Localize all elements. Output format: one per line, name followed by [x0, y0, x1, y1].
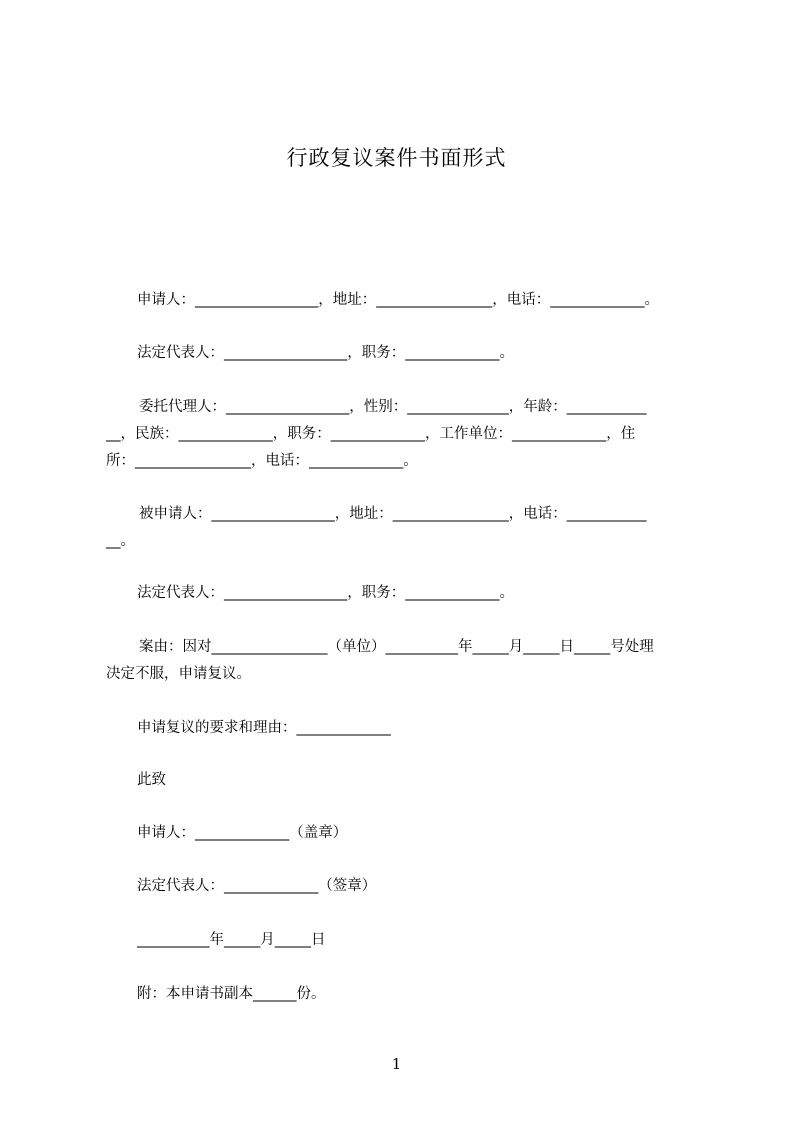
respondent-line-1: 被申请人：_________________，地址：________________，电话：___________ — [139, 506, 647, 522]
cause-line-2: 决定不服，申请复议。 — [106, 666, 251, 682]
agent-line-1: 委托代理人：_________________，性别：______________，年龄：___________ — [139, 399, 647, 415]
agent-line-2: __，民族：_____________，职务：_____________，工作单位：_____________，住 — [106, 426, 636, 442]
respondent-legal-rep-line: 法定代表人：_________________，职务：_____________。 — [137, 585, 514, 601]
cause-line-1: 案由：因对________________（单位）__________年_____月_____日_____号处理 — [139, 639, 654, 655]
applicant-seal-line: 申请人：_____________（盖章） — [137, 825, 348, 841]
attachment-line: 附：本申请书副本______份。 — [137, 986, 326, 1002]
legal-rep-sign-line: 法定代表人：_____________（签章） — [137, 878, 377, 894]
request-reason-line: 申请复议的要求和理由：_____________ — [137, 720, 391, 736]
respondent-line-2: __。 — [106, 533, 135, 549]
date-line: __________年_____月_____日 — [137, 932, 326, 948]
agent-line-3: 所：________________，电话：_____________。 — [106, 453, 418, 469]
applicant-line: 申请人：_________________，地址：________________，电话：_____________。 — [137, 292, 659, 308]
salutation-line: 此致 — [137, 772, 166, 788]
document-title: 行政复议案件书面形式 — [286, 146, 507, 170]
page-number: 1 — [391, 1055, 402, 1073]
legal-rep-line: 法定代表人：_________________，职务：_____________。 — [137, 345, 514, 361]
